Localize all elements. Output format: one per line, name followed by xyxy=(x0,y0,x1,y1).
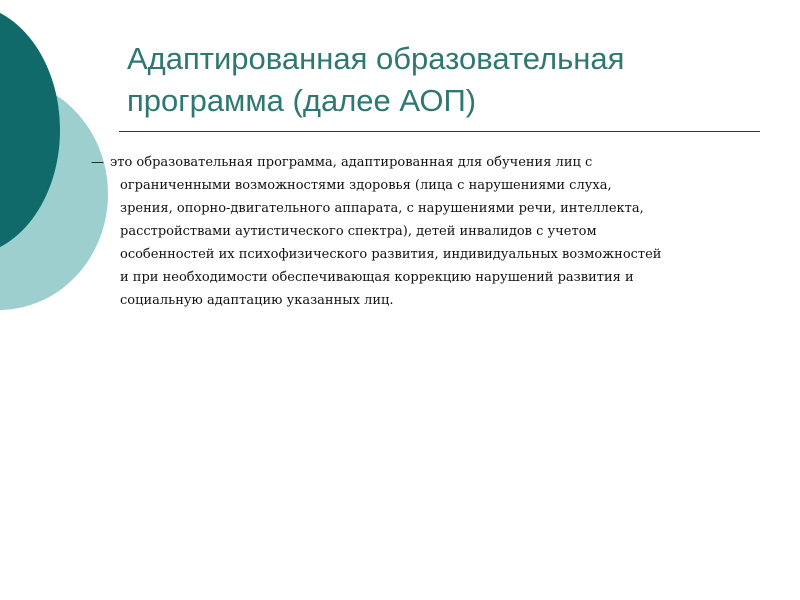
dash-bullet: — xyxy=(91,155,104,170)
paragraph-line-text: это образовательная программа, адаптированная для обучения лиц с xyxy=(110,155,593,170)
paragraph-line: зрения, опорно-двигательного аппарата, с нарушениями речи, интеллекта, xyxy=(120,201,644,216)
title-divider xyxy=(119,131,760,132)
paragraph-line: социальную адаптацию указанных лиц. xyxy=(120,293,394,308)
paragraph-line: особенностей их психофизического развития, индивидуальных возможностей xyxy=(120,247,662,262)
slide-title-line: программа (далее АОП) xyxy=(127,83,477,118)
paragraph-line: и при необходимости обеспечивающая коррекцию нарушений развития и xyxy=(120,270,634,285)
slide-title xyxy=(127,38,767,122)
definition-paragraph xyxy=(91,151,771,312)
paragraph-line: ограниченными возможностями здоровья (лица с нарушениями слуха, xyxy=(120,178,612,193)
paragraph-line xyxy=(91,151,771,174)
paragraph-line: расстройствами аутистического спектра), детей инвалидов с учетом xyxy=(120,224,597,239)
slide-title-line: Адаптированная образовательная xyxy=(127,41,625,76)
